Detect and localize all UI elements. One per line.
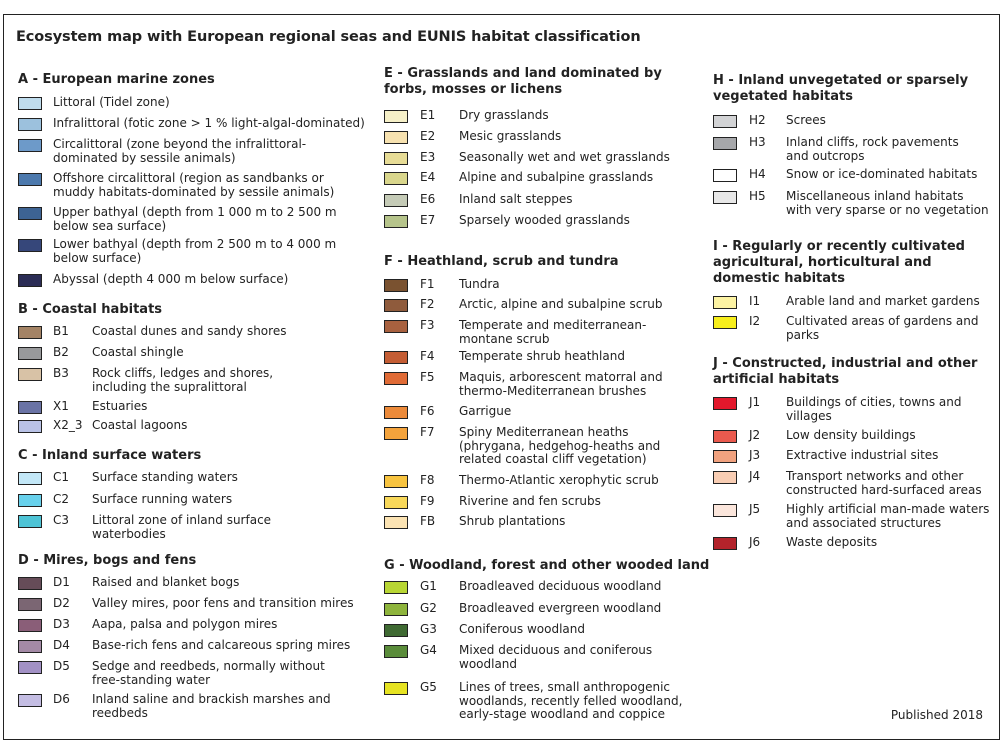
legend-swatch [384, 131, 408, 144]
legend-code: D4 [53, 638, 70, 652]
legend-code: C3 [53, 513, 70, 527]
legend-code: E6 [420, 192, 436, 206]
legend-code: F2 [420, 297, 435, 311]
legend-swatch [713, 137, 737, 150]
legend-code: G3 [420, 622, 437, 636]
legend-label: Coastal lagoons [92, 418, 188, 432]
legend-swatch [384, 496, 408, 509]
legend-label: Spiny Mediterranean heaths (phrygana, hedgehog-heaths and related coastal cliff vegetation) [459, 425, 661, 466]
legend-label: Base-rich fens and calcareous spring mires [92, 638, 351, 652]
legend-swatch [18, 694, 42, 707]
legend-code: X2_3 [53, 418, 83, 432]
legend-swatch [713, 169, 737, 182]
legend-code: D5 [53, 659, 70, 673]
legend-code: G1 [420, 579, 437, 593]
legend-swatch [384, 215, 408, 228]
legend-swatch [384, 279, 408, 292]
legend-label: Surface running waters [92, 492, 233, 506]
legend-code: H5 [749, 189, 766, 203]
legend-code: FB [420, 514, 436, 528]
legend-swatch [384, 152, 408, 165]
legend-code: J5 [749, 502, 761, 516]
legend-code: E3 [420, 150, 436, 164]
legend-swatch [384, 172, 408, 185]
legend-label: Lines of trees, small anthropogenic woodlands, recently felled woodland, early-stage woodland and coppice [459, 680, 683, 721]
legend-code: C1 [53, 470, 70, 484]
legend-swatch [384, 110, 408, 123]
legend-code: E1 [420, 108, 436, 122]
legend-code: J4 [749, 469, 761, 483]
legend-code: F5 [420, 370, 435, 384]
legend-swatch [18, 420, 42, 433]
legend-label: Inland salt steppes [459, 192, 573, 206]
legend-label: Abyssal (depth 4 000 m below surface) [53, 272, 289, 286]
legend-swatch [384, 581, 408, 594]
legend-swatch [384, 624, 408, 637]
legend-label: Mesic grasslands [459, 129, 562, 143]
legend-label: Coastal shingle [92, 345, 184, 359]
legend-label: Estuaries [92, 399, 148, 413]
legend-code: F4 [420, 349, 435, 363]
legend-swatch [384, 427, 408, 440]
legend-label: Transport networks and other constructed hard-surfaced areas [786, 469, 982, 497]
legend-label: Extractive industrial sites [786, 448, 939, 462]
legend-swatch [384, 351, 408, 364]
legend-label: Broadleaved deciduous woodland [459, 579, 662, 593]
legend-label: Cultivated areas of gardens and parks [786, 314, 979, 342]
legend-label: Seasonally wet and wet grasslands [459, 150, 670, 164]
legend-code: B1 [53, 324, 69, 338]
section-title-f: F - Heathland, scrub and tundra [384, 254, 619, 269]
legend-label: Screes [786, 113, 826, 127]
legend-code: B2 [53, 345, 69, 359]
legend-swatch [384, 475, 408, 488]
legend-code: B3 [53, 366, 69, 380]
legend-label: Broadleaved evergreen woodland [459, 601, 662, 615]
section-title-h: H - Inland unvegetated or sparsely vegetated habitats [713, 73, 969, 104]
legend-label: Riverine and fen scrubs [459, 494, 601, 508]
legend-label: Coastal dunes and sandy shores [92, 324, 287, 338]
legend-label: Littoral (Tidel zone) [53, 95, 170, 109]
legend-swatch [713, 450, 737, 463]
section-title-b: B - Coastal habitats [18, 302, 163, 317]
legend-swatch [18, 515, 42, 528]
legend-swatch [18, 401, 42, 414]
legend-swatch [384, 406, 408, 419]
legend-code: I1 [749, 294, 761, 308]
legend-code: G5 [420, 680, 437, 694]
legend-label: Lower bathyal (depth from 2 500 m to 4 000 m below surface) [53, 237, 337, 265]
legend-swatch [18, 368, 42, 381]
legend-swatch [18, 207, 42, 220]
legend-code: G2 [420, 601, 437, 615]
legend-swatch [713, 397, 737, 410]
legend-label: Temperate and mediterranean- montane scrub [459, 318, 647, 346]
legend-swatch [18, 239, 42, 252]
legend-swatch [384, 299, 408, 312]
legend-label: Circalittoral (zone beyond the infralittoral- dominated by sessile animals) [53, 137, 307, 165]
legend-code: J3 [749, 448, 761, 462]
legend-swatch [384, 194, 408, 207]
legend-label: Arable land and market gardens [786, 294, 980, 308]
legend-swatch [18, 118, 42, 131]
section-title-e: E - Grasslands and land dominated by forbs, mosses or lichens [384, 66, 662, 97]
legend-label: Aapa, palsa and polygon mires [92, 617, 278, 631]
legend-label: Mixed deciduous and coniferous woodland [459, 643, 653, 671]
legend-code: E2 [420, 129, 436, 143]
legend-label: Inland saline and brackish marshes and reedbeds [92, 692, 331, 720]
legend-swatch [384, 516, 408, 529]
legend-code: E7 [420, 213, 436, 227]
legend-title: Ecosystem map with European regional seas and EUNIS habitat classification [16, 29, 641, 45]
legend-label: Dry grasslands [459, 108, 549, 122]
legend-code: I2 [749, 314, 761, 328]
legend-swatch [18, 97, 42, 110]
legend-label: Thermo-Atlantic xerophytic scrub [459, 473, 659, 487]
legend-swatch [18, 173, 42, 186]
legend-code: D6 [53, 692, 70, 706]
legend-label: Waste deposits [786, 535, 878, 549]
legend-code: D3 [53, 617, 70, 631]
legend-label: Highly artificial man-made waters and associated structures [786, 502, 990, 530]
legend-label: Raised and blanket bogs [92, 575, 240, 589]
legend-code: C2 [53, 492, 70, 506]
legend-label: Coniferous woodland [459, 622, 585, 636]
legend-label: Infralittoral (fotic zone > 1 % light-algal-dominated) [53, 116, 365, 130]
legend-swatch [713, 504, 737, 517]
legend-label: Offshore circalittoral (region as sandbanks or muddy habitats-dominated by sessile animals) [53, 171, 335, 199]
legend-code: E4 [420, 170, 436, 184]
section-title-i: I - Regularly or recently cultivated agricultural, horticultural and domestic habitats [713, 239, 965, 286]
legend-label: Sedge and reedbeds, normally without free-standing water [92, 659, 325, 687]
legend-label: Garrigue [459, 404, 512, 418]
legend-swatch [384, 320, 408, 333]
legend-code: G4 [420, 643, 437, 657]
legend-swatch [18, 598, 42, 611]
legend-swatch [18, 494, 42, 507]
legend-swatch [713, 537, 737, 550]
legend-code: J6 [749, 535, 761, 549]
legend-swatch [713, 471, 737, 484]
legend-swatch [713, 430, 737, 443]
legend-swatch [384, 645, 408, 658]
legend-swatch [18, 661, 42, 674]
legend-label: Arctic, alpine and subalpine scrub [459, 297, 663, 311]
legend-label: Tundra [459, 277, 500, 291]
legend-swatch [18, 139, 42, 152]
legend-code: F6 [420, 404, 435, 418]
legend-code: F9 [420, 494, 435, 508]
legend-swatch [18, 347, 42, 360]
legend-swatch [384, 372, 408, 385]
legend-label: Alpine and subalpine grasslands [459, 170, 654, 184]
legend-code: J2 [749, 428, 761, 442]
legend-code: D2 [53, 596, 70, 610]
legend-label: Shrub plantations [459, 514, 566, 528]
legend-label: Inland cliffs, rock pavements and outcrops [786, 135, 959, 163]
legend-swatch [713, 115, 737, 128]
legend-label: Valley mires, poor fens and transition mires [92, 596, 354, 610]
legend-label: Maquis, arborescent matorral and thermo-Mediterranean brushes [459, 370, 663, 398]
legend-code: H4 [749, 167, 766, 181]
section-title-c: C - Inland surface waters [18, 448, 202, 463]
legend-label: Rock cliffs, ledges and shores, including the supralittoral [92, 366, 274, 394]
section-title-d: D - Mires, bogs and fens [18, 553, 197, 568]
legend-label: Low density buildings [786, 428, 916, 442]
published-note: Published 2018 [890, 708, 983, 722]
legend-code: J1 [749, 395, 761, 409]
legend-code: H3 [749, 135, 766, 149]
legend-swatch [384, 682, 408, 695]
legend-swatch [713, 316, 737, 329]
legend-code: H2 [749, 113, 766, 127]
legend-code: F3 [420, 318, 435, 332]
legend-label: Temperate shrub heathland [459, 349, 625, 363]
legend-swatch [18, 274, 42, 287]
section-title-a: A - European marine zones [18, 72, 215, 87]
legend-label: Littoral zone of inland surface waterbodies [92, 513, 272, 541]
legend-swatch [713, 191, 737, 204]
legend-swatch [18, 640, 42, 653]
legend-label: Buildings of cities, towns and villages [786, 395, 962, 423]
legend-label: Upper bathyal (depth from 1 000 m to 2 500 m below sea surface) [53, 205, 337, 233]
legend-swatch [18, 326, 42, 339]
legend-code: F7 [420, 425, 435, 439]
legend-swatch [18, 619, 42, 632]
legend-code: F1 [420, 277, 435, 291]
legend-swatch [713, 296, 737, 309]
legend-label: Miscellaneous inland habitats with very sparse or no vegetation [786, 189, 989, 217]
legend-swatch [18, 577, 42, 590]
section-title-g: G - Woodland, forest and other wooded land [384, 558, 710, 573]
legend-swatch [384, 603, 408, 616]
legend-label: Snow or ice-dominated habitats [786, 167, 978, 181]
legend-code: X1 [53, 399, 69, 413]
section-title-j: J - Constructed, industrial and other artificial habitats [713, 356, 978, 387]
legend-swatch [18, 472, 42, 485]
legend-code: F8 [420, 473, 435, 487]
legend-label: Surface standing waters [92, 470, 238, 484]
legend-label: Sparsely wooded grasslands [459, 213, 630, 227]
legend-code: D1 [53, 575, 70, 589]
